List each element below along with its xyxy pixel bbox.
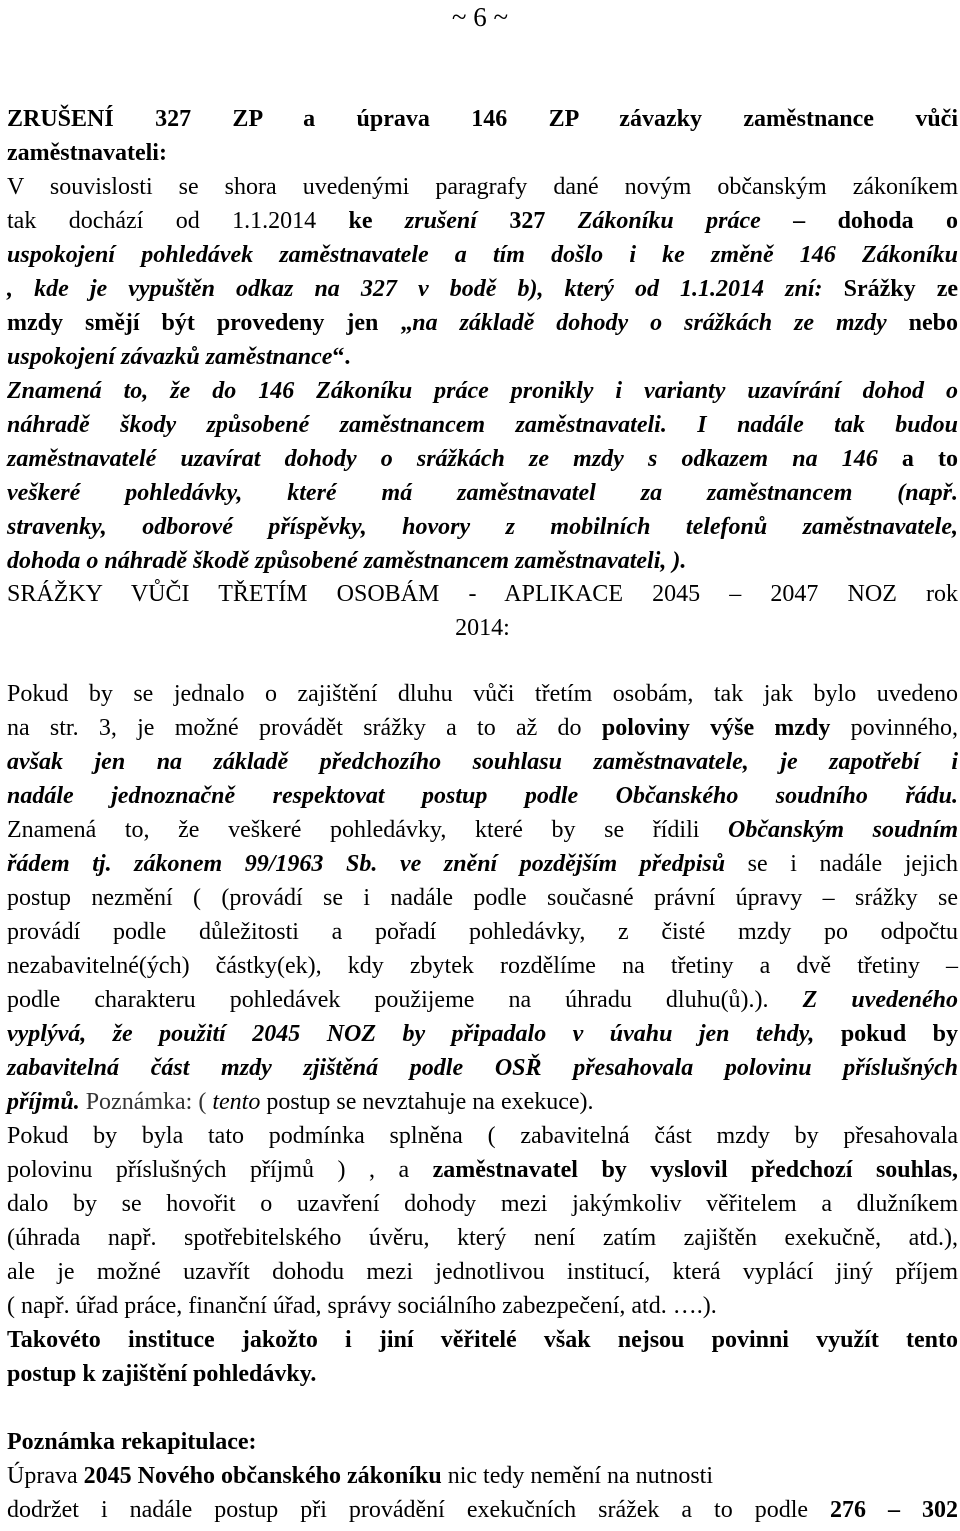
text-line [7, 136, 958, 170]
text-run: 276 – 302 [830, 1497, 958, 1523]
text-line [7, 1051, 958, 1085]
text-run: Pokud by byla tato podmínka splněna ( zabavitelná část mzdy by přesahovala [7, 1123, 958, 1149]
text-run: nezabavitelné(ých) částky(ek), kdy zbytek rozdělíme na třetiny a dvě třetiny – [7, 953, 958, 979]
text-line [7, 102, 958, 136]
text-run [377, 851, 400, 877]
text-run: zabavitelná část mzdy zjištěná podle OSŘ přesahovala polovinu příslušných [7, 1055, 958, 1081]
text-line [7, 1119, 958, 1153]
text-run: zaměstnavatelé uzavírat dohody o srážkách ze mzdy s odkazem na 146 [7, 446, 878, 472]
text-run: dohoda o náhradě škodě způsobené zaměstnancem zaměstnavateli, ). [7, 548, 687, 574]
text-line [7, 544, 958, 578]
text-run: (úhrada např. spotřebitelského úvěru, který není zatím zajištěn exekučně, atd.), [7, 1225, 958, 1251]
text-run: Srážky ze [822, 276, 958, 302]
text-run: dalo by se hovořit o uzavření dohody mezi jakýmkoliv věřitelem a dlužníkem [7, 1191, 958, 1217]
text-run: Pokud by se jednalo o zajištění dluhu vůči třetím osobám, tak jak bylo uvedeno [7, 681, 958, 707]
text-run: ve znění pozdějším předpisů [399, 851, 726, 877]
text-line [7, 1357, 958, 1391]
text-line [7, 745, 958, 779]
text-run: zrušení [404, 208, 477, 234]
text-run: 327 [476, 208, 578, 234]
text-run: , kde je vypuštěn odkaz na 327 v bodě b), který od 1.1.2014 zní: [7, 276, 823, 302]
text-line [7, 1221, 958, 1255]
text-line [7, 779, 958, 813]
text-line [7, 813, 958, 847]
text-line [7, 238, 958, 272]
text-line [7, 847, 958, 881]
text-line [7, 711, 958, 745]
text-line [7, 170, 958, 204]
text-run: ke [348, 208, 405, 234]
text-run: polovinu příslušných příjmů ) , a [7, 1157, 433, 1183]
text-run: postup nezmění ( (provádí se i nadále podle současné právní úpravy – srážky se [7, 885, 958, 911]
text-line [7, 1459, 958, 1493]
text-run: Poznámka rekapitulace: [7, 1429, 257, 1455]
text-run: se i nadále jejich [725, 851, 959, 877]
text-run: ZRUŠENÍ 327 ZP a úprava 146 ZP závazky zaměstnance vůči [7, 106, 958, 132]
text-run: zaměstnavatel by vyslovil předchozí souhlas, [432, 1157, 959, 1183]
text-line [7, 408, 958, 442]
text-run: postup se nevztahuje na exekuce). [260, 1089, 594, 1115]
text-run: SRÁŽKY VŮČI TŘETÍM OSOBÁM - APLIKACE 2045 – 2047 NOZ rok [7, 581, 958, 607]
text-line [7, 442, 958, 476]
text-run: Zákoníku práce [577, 208, 761, 234]
text-run: 2045 Nového občanského zákoníku [83, 1463, 442, 1489]
text-run: 2014: [455, 615, 510, 641]
text-line [7, 1255, 958, 1289]
text-run: stravenky, odborové příspěvky, hovory z mobilních telefonů zaměstnavatele, [7, 514, 958, 540]
text-line [7, 340, 958, 374]
text-run: podle charakteru pohledávek použijeme na úhradu dluhu(ů).). [7, 987, 769, 1013]
text-line [7, 374, 958, 408]
text-run: na základě dohody o srážkách ze mzdy [412, 310, 887, 336]
text-run: provádí podle důležitosti a pořadí pohledávky, z čisté mzdy po odpočtu [7, 919, 958, 945]
text-line [7, 677, 958, 711]
text-run: Takovéto instituce jakožto i jiní věřitelé však nejsou povinni využít tento [7, 1327, 958, 1353]
text-run: Poznámka: ( [79, 1089, 213, 1115]
text-run: zaměstnavateli: [7, 140, 167, 166]
text-line [7, 1153, 958, 1187]
text-line [7, 881, 958, 915]
text-run: nic tedy nemění na nutnosti [441, 1463, 713, 1489]
text-run: uspokojení závazků zaměstnance [7, 344, 333, 370]
text-line [7, 1323, 958, 1357]
text-run: povinného, [830, 715, 958, 741]
text-line [7, 306, 958, 340]
text-run: a to [877, 446, 959, 472]
text-run: Občanským soudním [728, 817, 958, 843]
text-run: na str. 3, je možné provádět srážky a to až do [7, 715, 602, 741]
text-run: řádem tj. zákonem 99/1963 Sb. [7, 851, 378, 877]
text-line [7, 611, 958, 645]
text-run: Znamená to, že veškeré pohledávky, které by se řídili [7, 817, 729, 843]
text-run: příjmů. [7, 1089, 80, 1115]
text-run: náhradě škody způsobené zaměstnancem zaměstnavateli. I nadále tak budou [7, 412, 958, 438]
text-run: V souvislosti se shora uvedenými paragrafy dané novým občanským zákoníkem [7, 174, 958, 200]
text-run: “. [332, 344, 351, 370]
text-run: poloviny výše mzdy [601, 715, 831, 741]
text-run: uspokojení pohledávek zaměstnavatele a tím došlo i ke změně 146 Zákoníku [7, 242, 958, 268]
text-run: vyplývá, že použití 2045 NOZ by připadalo v úvahu jen tehdy, [7, 1021, 815, 1047]
text-run: Z uvedeného [768, 987, 959, 1013]
text-run: Úprava [7, 1463, 84, 1489]
text-run: ale je možné uzavřít dohodu mezi jednotlivou institucí, která vyplácí jiný příjem [7, 1259, 958, 1285]
text-run: tak dochází od 1.1.2014 [7, 208, 349, 234]
text-line [7, 1425, 958, 1459]
text-run: postup k zajištění pohledávky. [7, 1361, 317, 1387]
text-run: nadále jednoznačně respektovat postup podle Občanského soudního řádu. [7, 783, 958, 809]
text-run: – dohoda o [760, 208, 959, 234]
text-line [7, 1085, 958, 1119]
text-line [7, 983, 958, 1017]
text-run: Znamená to, že do 146 Zákoníku práce pronikly i varianty uzavírání dohod o [7, 378, 958, 404]
text-line [7, 1187, 958, 1221]
text-run: pokud by [814, 1021, 958, 1047]
page-number: ~ 6 ~ [451, 2, 509, 32]
text-run: ( např. úřad práce, finanční úřad, správy sociálního zabezpečení, atd. ….). [7, 1293, 717, 1319]
text-run: mzdy smějí být provedeny jen „ [7, 310, 413, 336]
text-line [7, 1493, 958, 1527]
text-line [7, 1017, 958, 1051]
text-run: dodržet i nadále postup při provádění exekučních srážek a to podle [7, 1497, 831, 1523]
text-line [7, 949, 958, 983]
text-run: veškeré pohledávky, které má zaměstnavatel za zaměstnancem (např. [7, 480, 958, 506]
text-line [7, 476, 958, 510]
text-line [7, 272, 958, 306]
text-line [7, 577, 958, 611]
text-line [7, 204, 958, 238]
text-run: avšak jen na základě předchozího souhlasu zaměstnavatele, je zapotřebí i [7, 749, 958, 775]
text-line [7, 510, 958, 544]
text-run: tento [212, 1089, 261, 1115]
text-line [7, 915, 958, 949]
text-run: nebo [886, 310, 958, 336]
text-line [7, 1289, 958, 1323]
